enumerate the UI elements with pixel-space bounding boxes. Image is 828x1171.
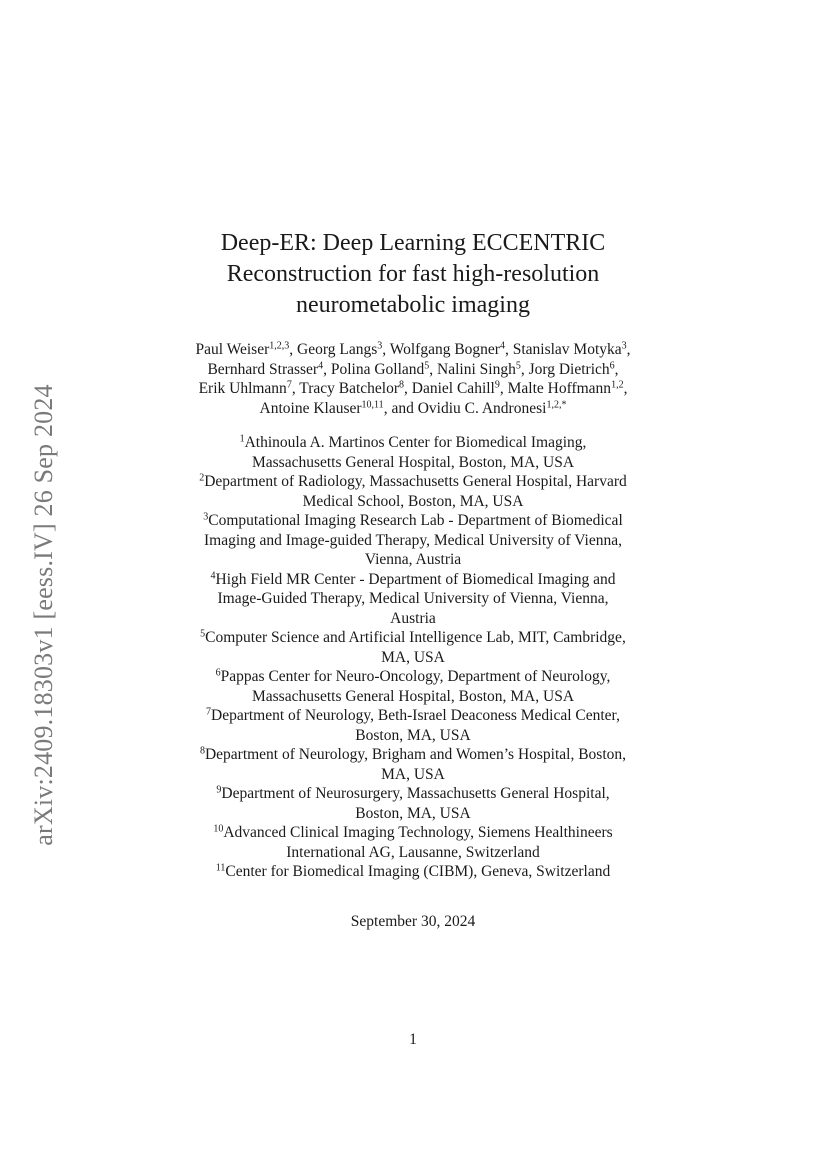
affiliation-line — [150, 726, 676, 746]
author-affil-sup: 1,2 — [611, 379, 624, 391]
affiliation-text: Department of Radiology, Massachusetts General Hospital, Harvard — [204, 473, 627, 490]
affiliation-line — [150, 843, 676, 863]
affiliation-text: Department of Neurology, Brigham and Women’s Hospital, Boston, — [204, 746, 627, 763]
affiliation-line — [150, 433, 676, 453]
author-line — [150, 399, 676, 419]
affiliation-list — [150, 433, 676, 882]
author-name: Nalini Singh — [437, 360, 516, 378]
author-separator: , and — [383, 399, 418, 417]
publication-date: September 30, 2024 — [350, 913, 476, 930]
author-name: Stanislav Motyka — [512, 341, 622, 358]
affiliation-text: Massachusetts General Hospital, Boston, MA, USA — [251, 687, 575, 705]
affiliation-text: Athinoula A. Martinos Center for Biomedical Imaging, — [244, 434, 587, 451]
affiliation-number: 8 — [199, 745, 205, 757]
affiliation-line — [150, 589, 676, 609]
author-separator: , — [289, 341, 298, 358]
author-affil-sup: 4 — [499, 340, 505, 352]
author-name: Tracy Batchelor — [299, 380, 400, 397]
affiliation-text: Image-Guided Therapy, Medical University of Vienna, Vienna, — [217, 590, 609, 607]
affiliation-text: Boston, MA, USA — [355, 726, 471, 744]
author-line — [150, 340, 676, 360]
paper-title — [150, 228, 676, 321]
affiliation-line — [150, 706, 676, 726]
affiliation-line — [150, 511, 676, 531]
affiliation-number: 3 — [203, 511, 209, 523]
page-number: 1 — [409, 1031, 417, 1048]
affiliation-text: Boston, MA, USA — [355, 804, 471, 822]
affiliation-line — [150, 453, 676, 473]
author-separator: , — [614, 360, 619, 378]
author-affil-sup: 5 — [424, 360, 430, 371]
affiliation-line — [150, 531, 676, 551]
affiliation-number: 2 — [199, 472, 205, 484]
author-affil-sup: 5 — [515, 360, 521, 371]
affiliation-line — [150, 862, 676, 882]
author-separator: , — [404, 380, 412, 397]
affiliation-line — [150, 804, 676, 824]
title-line: neurometabolic imaging — [296, 292, 530, 318]
author-affil-sup: 3 — [621, 340, 627, 352]
affiliation-number: 5 — [200, 628, 206, 640]
title-line: Deep-ER: Deep Learning ECCENTRIC — [220, 230, 606, 256]
author-affil-sup: 10,11 — [361, 399, 384, 410]
affiliation-number: 11 — [215, 862, 226, 874]
affiliation-text: Medical School, Boston, MA, USA — [302, 492, 524, 510]
arxiv-identifier: arXiv:2409.18303v1 [eess.IV] 26 Sep 2024 — [29, 384, 58, 846]
affiliation-line — [150, 550, 676, 570]
affiliation-line — [150, 667, 676, 687]
author-separator: , — [429, 360, 438, 378]
affiliation-number: 1 — [239, 433, 245, 445]
author-affil-sup: 8 — [399, 379, 405, 391]
affiliation-text: Center for Biomedical Imaging (CIBM), Geneva, Switzerland — [225, 863, 611, 880]
author-separator: , — [504, 341, 513, 358]
author-affil-sup: 4 — [318, 360, 324, 371]
author-name: Wolfgang Bogner — [389, 341, 500, 358]
affiliation-text: Department of Neurosurgery, Massachusetts General Hospital, — [221, 785, 610, 802]
affiliation-text: MA, USA — [381, 765, 445, 783]
author-affil-sup: 7 — [286, 379, 292, 391]
affiliation-line — [150, 609, 676, 629]
author-name: Daniel Cahill — [411, 380, 495, 397]
affiliation-text: Computer Science and Artificial Intelligence Lab, MIT, Cambridge, — [205, 629, 626, 646]
affiliation-number: 10 — [213, 823, 224, 835]
author-line — [150, 379, 676, 399]
affiliation-text: Advanced Clinical Imaging Technology, Siemens Healthineers — [223, 824, 613, 841]
author-name: Ovidiu C. Andronesi — [417, 399, 547, 417]
author-separator: , — [520, 360, 529, 378]
affiliation-line — [150, 472, 676, 492]
author-separator: , — [626, 341, 631, 358]
affiliation-number: 4 — [210, 570, 216, 581]
affiliation-number: 6 — [215, 667, 221, 679]
affiliation-text: Austria — [390, 609, 436, 627]
author-affil-sup: 6 — [609, 360, 615, 371]
affiliation-text: High Field MR Center - Department of Biomedical Imaging and — [215, 570, 616, 588]
author-line — [150, 360, 676, 380]
author-name: Paul Weiser — [195, 341, 270, 358]
affiliation-text: Computational Imaging Research Lab - Department of Biomedical — [208, 512, 623, 529]
author-name: Antoine Klauser — [259, 399, 362, 417]
author-name: Jorg Dietrich — [528, 360, 610, 378]
author-name: Erik Uhlmann — [198, 380, 287, 397]
affiliation-text: Department of Neurology, Beth-Israel Deaconess Medical Center, — [211, 707, 620, 724]
affiliation-line — [150, 765, 676, 785]
affiliation-number: 9 — [216, 784, 222, 796]
author-separator: , — [499, 380, 508, 397]
affiliation-text: Pappas Center for Neuro-Oncology, Department of Neurology, — [220, 668, 611, 685]
author-name: Malte Hoffmann — [507, 380, 612, 397]
title-line: Reconstruction for fast high-resolution — [226, 261, 600, 287]
author-affil-sup: 9 — [494, 379, 500, 391]
affiliation-line — [150, 492, 676, 512]
author-name: Georg Langs — [297, 341, 378, 358]
author-affil-sup: 1,2,* — [546, 399, 567, 410]
affiliation-number: 7 — [206, 706, 211, 718]
affiliation-text: Vienna, Austria — [364, 551, 462, 568]
author-separator: , — [623, 380, 628, 397]
affiliation-text: MA, USA — [381, 648, 445, 666]
author-affil-sup: 3 — [377, 340, 383, 352]
author-separator: , — [382, 341, 390, 358]
affiliation-line — [150, 823, 676, 843]
author-affil-sup: 1,2,3 — [269, 340, 290, 352]
author-name: Bernhard Strasser — [207, 360, 319, 378]
author-separator: , — [291, 380, 300, 397]
affiliation-text: Massachusetts General Hospital, Boston, MA, USA — [251, 453, 575, 471]
affiliation-line — [150, 784, 676, 804]
affiliation-text: International AG, Lausanne, Switzerland — [286, 843, 540, 861]
author-separator: , — [323, 360, 331, 378]
affiliation-line — [150, 648, 676, 668]
affiliation-text: Imaging and Image-guided Therapy, Medical University of Vienna, — [203, 531, 622, 549]
affiliation-line — [150, 570, 676, 590]
affiliation-line — [150, 745, 676, 765]
author-list — [150, 340, 676, 418]
author-name: Polina Golland — [330, 360, 425, 378]
affiliation-line — [150, 687, 676, 707]
affiliation-line — [150, 628, 676, 648]
